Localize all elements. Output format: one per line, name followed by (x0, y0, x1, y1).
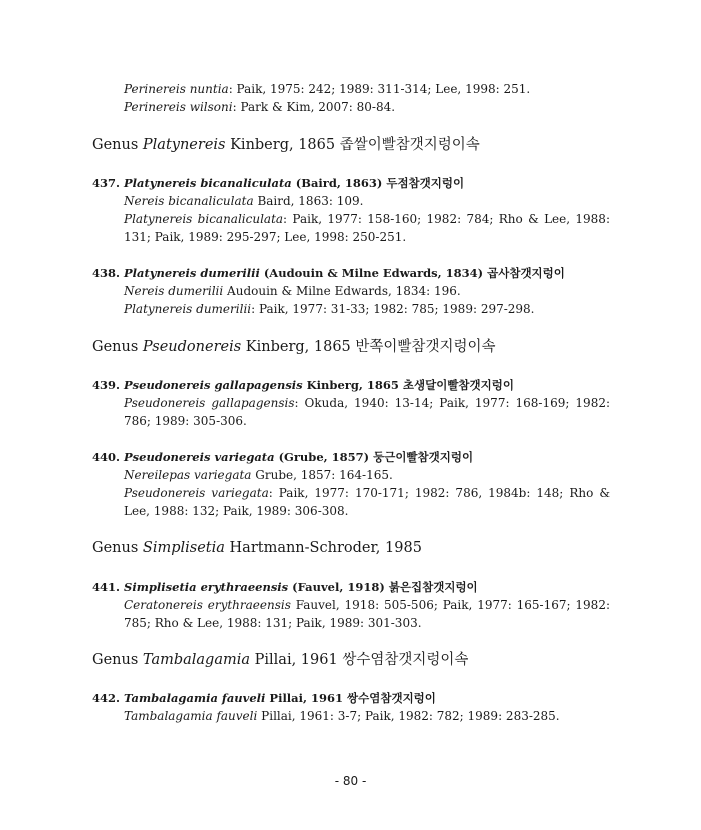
species-number: 442. (92, 691, 121, 705)
species-name: Pseudonereis gallapagensis (124, 378, 303, 392)
species-heading (92, 174, 464, 192)
reference-entry (124, 484, 610, 520)
citation: Grube, 1857: 164-165. (251, 468, 393, 482)
page-number: - 80 - (334, 774, 367, 788)
species-number: 437. (92, 176, 121, 190)
citation: : Paik, 1977: 170-171; 1982: 786, 1984b: 148; Rho & Lee, 1988: 132; Paik, 1989: 306-308. (124, 486, 611, 518)
species-heading (92, 376, 514, 394)
species-korean-name: 쌍수염참갯지렁이 (347, 691, 436, 705)
species-name: Nereis dumerilii (124, 284, 224, 298)
species-authority: (Grube, 1857) (278, 450, 370, 464)
genus-authority: Kinberg, 1865 (230, 137, 336, 153)
reference-entry (124, 596, 610, 632)
species-name: Tambalagamia fauveli (124, 709, 258, 723)
citation: Audouin & Milne Edwards, 1834: 196. (223, 284, 461, 298)
reference-entry (124, 80, 610, 98)
species-authority: Pillai, 1961 (269, 691, 344, 705)
species-number: 439. (92, 378, 121, 392)
citation: : Paik, 1977: 31-33; 1982: 785; 1989: 297-298. (251, 302, 535, 316)
species-name: Tambalagamia fauveli (124, 691, 266, 705)
citation: Fauvel, 1918: 505-506; Paik, 1977: 165-167; 1982: 785; Rho & Lee, 1988: 131; Paik, 1989: 301-303. (124, 598, 610, 630)
species-name: Platynereis dumerilii (124, 266, 260, 280)
genus-korean-name: 좁쌀이빨참갯지렁이속 (339, 137, 480, 153)
species-number: 441. (92, 580, 121, 594)
species-authority: (Fauvel, 1918) (292, 580, 385, 594)
citation: : Okuda, 1940: 13-14; Paik, 1977: 168-169; 1982: 786; 1989: 305-306. (124, 396, 611, 428)
citation: Pillai, 1961: 3-7; Paik, 1982: 782; 1989: 283-285. (257, 709, 560, 723)
species-heading (92, 689, 436, 707)
citation: Baird, 1863: 109. (253, 194, 364, 208)
species-name: Nereis bicanaliculata (124, 194, 254, 208)
genus-name: Tambalagamia (142, 652, 251, 668)
species-authority: (Audouin & Milne Edwards, 1834) (263, 266, 484, 280)
species-number: 438. (92, 266, 121, 280)
species-name: Platynereis dumerilii (124, 302, 252, 316)
species-korean-name: 둥근이빨참갯지렁이 (373, 450, 474, 464)
reference-entry (124, 300, 610, 318)
species-name: Platynereis bicanaliculata (124, 176, 292, 190)
reference-entry (124, 466, 610, 484)
genus-authority: Kinberg, 1865 (245, 339, 351, 355)
citation: : Paik, 1975: 242; 1989: 311-314; Lee, 1998: 251. (228, 82, 531, 96)
genus-name: Platynereis (142, 137, 226, 153)
species-name: Pseudonereis variegata (124, 450, 275, 464)
species-korean-name: 두점참갯지렁이 (386, 176, 465, 190)
species-name: Nereilepas variegata (124, 468, 252, 482)
species-korean-name: 붉은집참갯지렁이 (388, 580, 478, 594)
species-name: Simplisetia erythraeensis (124, 580, 289, 594)
reference-entry (124, 282, 610, 300)
genus-heading: Genus Tambalagamia Pillai, 1961 쌍수염참갯지렁이속 (92, 652, 469, 668)
genus-korean-name: 쌍수염참갯지렁이속 (342, 652, 469, 668)
genus-heading: Genus Platynereis Kinberg, 1865 좁쌀이빨참갯지렁이속 (92, 137, 480, 153)
reference-entry (124, 192, 610, 210)
species-authority: Kinberg, 1865 (306, 378, 399, 392)
reference-entry (124, 707, 610, 725)
species-name: Pseudonereis gallapagensis (124, 396, 295, 410)
species-heading (92, 578, 478, 596)
species-name: Pseudonereis variegata (124, 486, 269, 500)
genus-name: Simplisetia (142, 540, 225, 556)
reference-entry (124, 98, 610, 116)
species-number: 440. (92, 450, 121, 464)
genus-heading: Genus Simplisetia Hartmann-Schroder, 1985 (92, 540, 422, 556)
species-name: Ceratonereis erythraeensis (124, 598, 291, 612)
genus-heading: Genus Pseudonereis Kinberg, 1865 반쪽이빨참갯지렁이속 (92, 339, 496, 355)
genus-name: Pseudonereis (142, 339, 242, 355)
genus-korean-name: 반쪽이빨참갯지렁이속 (355, 339, 496, 355)
species-name: Perinereis nuntia (124, 82, 229, 96)
species-name: Platynereis bicanaliculata (124, 212, 284, 226)
species-heading (92, 448, 473, 466)
genus-authority: Hartmann-Schroder, 1985 (229, 540, 422, 556)
species-name: Perinereis wilsoni (124, 100, 233, 114)
species-korean-name: 곱사참갯지렁이 (487, 266, 565, 280)
species-korean-name: 초생달이빨참갯지렁이 (402, 378, 514, 392)
species-authority: (Baird, 1863) (295, 176, 383, 190)
genus-authority: Pillai, 1961 (254, 652, 338, 668)
citation: : Park & Kim, 2007: 80-84. (232, 100, 396, 114)
reference-entry (124, 394, 610, 430)
citation: : Paik, 1977: 158-160; 1982: 784; Rho & Lee, 1988: 131; Paik, 1989: 295-297; Lee, 1998: 250-251. (124, 212, 610, 244)
species-heading (92, 264, 565, 282)
reference-entry (124, 210, 610, 246)
